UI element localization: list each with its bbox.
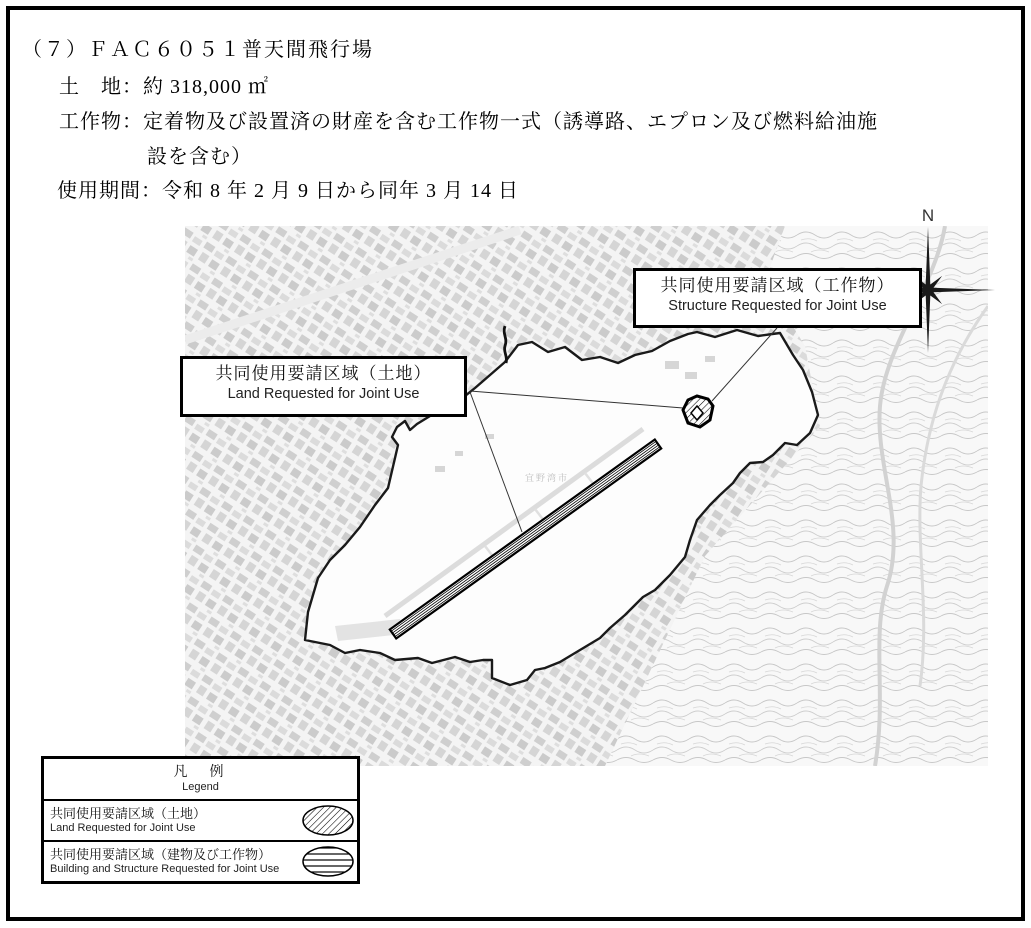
north-label: N bbox=[921, 206, 935, 225]
land-callout-box bbox=[180, 356, 467, 417]
land-label: 土 地： bbox=[59, 76, 143, 98]
structure-callout-box bbox=[633, 268, 922, 328]
period-value: 令和 8 年 2 月 9 日から同年 3 月 14 日 bbox=[162, 180, 519, 202]
diagonal-hatch-swatch bbox=[299, 804, 357, 837]
legend bbox=[41, 756, 360, 884]
structure-callout-jp: 共同使用要請区域（工作物） bbox=[660, 276, 895, 295]
structure-joint-use-area bbox=[683, 396, 713, 427]
land-callout-en: Land Requested for Joint Use bbox=[227, 386, 420, 403]
legend-row-structure bbox=[44, 842, 357, 881]
legend-title-jp: 凡 例 bbox=[173, 763, 228, 779]
legend-row-land bbox=[44, 801, 357, 842]
legend-structure-jp: 共同使用要請区域（建物及び工作物） bbox=[50, 846, 272, 862]
legend-title-en: Legend bbox=[182, 781, 219, 793]
period-line bbox=[57, 174, 519, 203]
legend-land-jp: 共同使用要請区域（土地） bbox=[50, 805, 207, 821]
land-callout-jp: 共同使用要請区域（土地） bbox=[215, 364, 432, 383]
structure-callout-en: Structure Requested for Joint Use bbox=[668, 298, 887, 315]
period-label: 使用期間： bbox=[57, 180, 162, 202]
legend-structure-en: Building and Structure Requested for Joint Use bbox=[50, 862, 280, 875]
land-value: 約 318,000 ㎡ bbox=[143, 76, 269, 98]
land-area-line bbox=[59, 70, 269, 99]
structure-line-2: 設を含む） bbox=[147, 146, 252, 168]
horizontal-lines-swatch bbox=[299, 845, 357, 878]
city-label: 宜野湾市 bbox=[525, 473, 570, 483]
structure-label: 工作物： bbox=[59, 111, 143, 133]
section-heading: （７）ＦＡＣ６０５１普天間飛行場 bbox=[22, 39, 374, 61]
legend-header bbox=[44, 759, 357, 801]
legend-land-en: Land Requested for Joint Use bbox=[50, 821, 196, 834]
structure-line-1 bbox=[59, 105, 878, 134]
structure-value-1: 定着物及び設置済の財産を含む工作物一式（誘導路、エプロン及び燃料給油施 bbox=[143, 111, 878, 133]
